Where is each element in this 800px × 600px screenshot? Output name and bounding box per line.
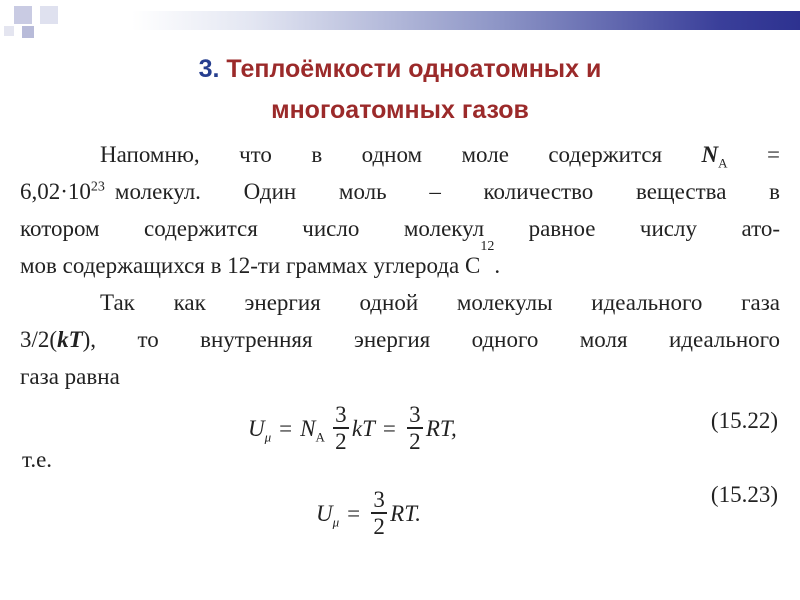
decor-square (4, 26, 14, 36)
word: что (239, 142, 272, 167)
paragraph-line (20, 173, 780, 210)
energy-expression: 3/2(kT (20, 327, 83, 352)
title-line2: многоатомных газов (271, 96, 529, 124)
formula-operator: = (382, 415, 396, 441)
paragraph-line (20, 358, 780, 395)
superscript: 12 (480, 239, 495, 254)
fraction: $\frac{3}{2}$ (407, 403, 423, 455)
formula-symbol: $U_\mu$ (248, 415, 272, 445)
paragraph-line (20, 210, 780, 247)
paragraph-line (20, 239, 780, 284)
formula-15-22 (248, 403, 457, 455)
avogadro-symbol: $N_A$ (701, 142, 728, 171)
formula-symbol: $U_\mu$ (316, 500, 340, 530)
word: в (311, 142, 323, 167)
formula-symbol: $N_A$ (300, 415, 325, 445)
formula-operator: = (347, 500, 361, 526)
slide-title-line2 (0, 96, 800, 125)
text-segment: молекул. Один моль – количество вещества в (114, 179, 780, 204)
paragraph-line (20, 321, 780, 358)
formula-symbol: RT, (425, 415, 457, 441)
fraction: $\frac{3}{2}$ (333, 403, 349, 455)
equation-number: (15.23) (710, 482, 778, 507)
formula-symbol: kT (351, 415, 375, 441)
formula-operator: = (279, 415, 293, 441)
equation-number: (15.22) (710, 408, 778, 433)
text-segment: котором содержится число молекул равное числу ато- (20, 216, 780, 241)
decor-square (14, 6, 32, 24)
text-segment: мов содержащихся в 12-ти граммах углерода С (20, 253, 481, 278)
slide-header-decoration (0, 0, 800, 40)
avogadro-value: $6,02\cdot 10^{23}$ (20, 179, 105, 204)
paragraph-1 (20, 136, 780, 284)
paragraph-2 (20, 284, 780, 395)
slide-title (0, 55, 800, 84)
te-label: т.е. (22, 447, 53, 472)
decor-square (40, 6, 58, 24)
word: моле (461, 142, 509, 167)
title-line1: Теплоёмкости одноатомных и (226, 55, 602, 83)
paragraph-line (20, 136, 780, 173)
text-segment: Так как энергия одной молекулы идеального газа (100, 290, 780, 315)
formula-15-23 (316, 488, 421, 540)
decor-square (22, 26, 34, 38)
formula-symbol: RT. (390, 500, 422, 526)
title-number: 3. (198, 55, 220, 83)
header-gradient-bar (132, 11, 800, 30)
word: содержится (548, 142, 663, 167)
text-segment: газа равна (20, 364, 120, 389)
word: Напомню, (100, 142, 200, 167)
paragraph-line (20, 284, 780, 321)
word: одном (361, 142, 423, 167)
equals-sign: = (766, 142, 780, 167)
fraction: $\frac{3}{2}$ (371, 488, 387, 540)
period: . (494, 253, 501, 278)
text-segment: ), то внутренняя энергия одного моля идеального (82, 327, 780, 352)
